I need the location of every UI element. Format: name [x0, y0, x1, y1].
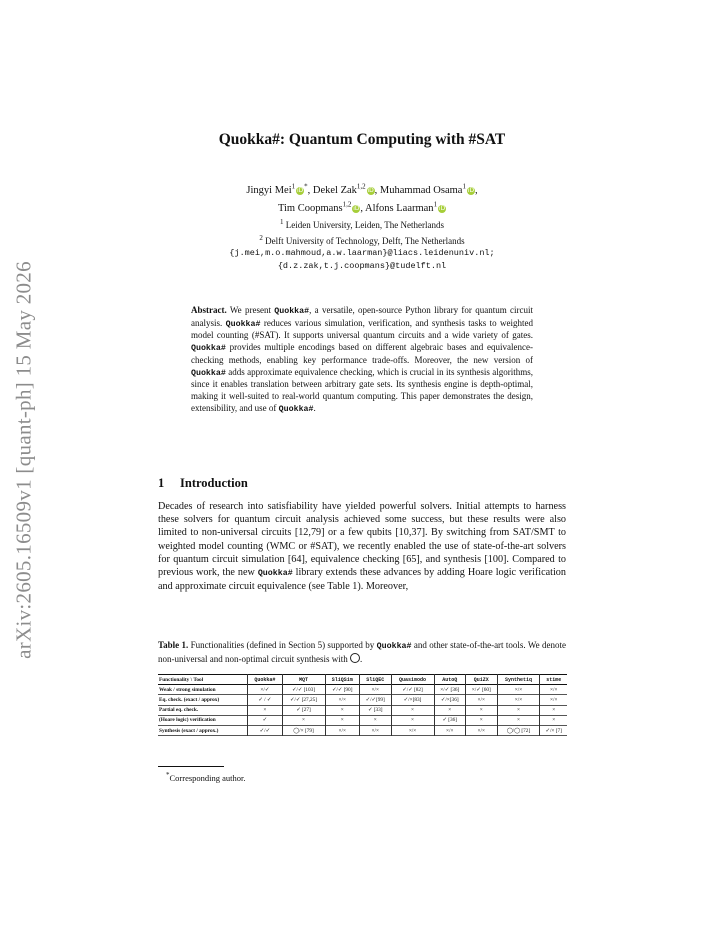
author-list — [158, 179, 566, 216]
table-header-cell: stime — [540, 675, 567, 685]
table-cell: ✓/×[83] — [391, 695, 434, 705]
table-row — [158, 695, 567, 705]
table-cell: ×/× — [497, 695, 540, 705]
table-header-cell: SliQEC — [359, 675, 391, 685]
table-cell: ✓/✓ — [248, 725, 282, 735]
table-cell: ✓ [27] — [282, 705, 325, 715]
table-cell: × — [540, 715, 567, 725]
table-cell: ✓/×[36] — [434, 695, 466, 705]
table-cell: ×/× — [325, 695, 359, 705]
table-cell: ×/✓ [36] — [434, 685, 466, 695]
table-header-cell: Functionality \ Tool — [159, 676, 204, 683]
table-cell: ✓ [33] — [359, 705, 391, 715]
author-4: Tim Coopmans$^{1,2}$ iD, — [277, 200, 366, 214]
affiliations — [158, 216, 566, 272]
table-cell: × — [466, 705, 498, 715]
table-cell: ×/× — [540, 685, 567, 695]
table-cell: ×/✓ [60] — [466, 685, 498, 695]
table-cell: ×/× — [540, 695, 567, 705]
table-cell: ✓ [36] — [434, 715, 466, 725]
table-cell: ◯/◯ [72] — [497, 725, 540, 735]
email-line-2[interactable]: {d.z.zak,t.j.coopmans}@tudelft.nl — [277, 260, 447, 271]
arxiv-stamp — [6, 240, 42, 680]
table-header-cell: QuiZX — [466, 675, 498, 685]
table-cell: ×/× — [466, 695, 498, 705]
table-cell: ✓/× [7] — [540, 725, 567, 735]
table-cell: (Hoare logic) verification — [159, 717, 216, 724]
table-row — [158, 705, 567, 715]
table-cell: Eq. check. (exact / approx) — [159, 696, 220, 703]
affiliation-1: $^1$ Leiden University, Leiden, The Netherlands — [280, 218, 444, 230]
table-cell: ×/× — [391, 725, 434, 735]
orcid-icon[interactable]: iD — [467, 186, 475, 194]
table-cell: × — [325, 715, 359, 725]
author-1: Jingyi Mei$^1$ iD*, — [246, 182, 313, 196]
table-cell: × — [497, 705, 540, 715]
table-cell: ×/× — [434, 725, 466, 735]
abstract-label: Abstract. — [191, 305, 227, 315]
section-heading: 1 Introduction — [158, 476, 248, 490]
table-header-row — [158, 675, 567, 685]
table-cell: ×/✓ — [248, 685, 282, 695]
table-cell: × — [248, 705, 282, 715]
table-cell: × — [540, 705, 567, 715]
table-cell: ✓/✓ [90] — [325, 685, 359, 695]
footnote-rule — [158, 766, 224, 767]
table-row — [158, 725, 567, 735]
table-cell: Synthesis (exact / approx.) — [159, 727, 219, 734]
table-cell: ✓/✓[99] — [359, 695, 391, 705]
table-header-cell: AutoQ — [434, 675, 466, 685]
table-cell: Partial eq. check. — [159, 707, 199, 714]
table-cell: × — [325, 705, 359, 715]
table-header-cell: SliQSim — [325, 675, 359, 685]
table-cell: ×/× — [359, 685, 391, 695]
circle-icon — [350, 653, 360, 663]
email-line-1[interactable]: {j.mei,m.o.mahmoud,a.w.laarman}@liacs.leidenuniv.nl; — [229, 248, 495, 258]
table-cell: × — [359, 715, 391, 725]
intro-paragraph: Decades of research into satisfiability have yielded powerful solvers. Initial attempts to harness these solvers for quantum circuit analysis achieved some success, but these results were also limited to non-universal circuits [12,79] or a few qubits [10,37]. By switching from SAT/SMT to weighted model counting (WMC or #SAT), we recently enabled the use of state-of-the-art solvers for quantum circuit simulation [64], equivalence checking [65], and synthesis [100]. Compared to previous work, the new Quokka# library extends these advances by adding Hoare logic verification and approximate circuit equivalence (see Table 1). Moreover, — [158, 501, 566, 593]
table-cell: ×/× — [359, 725, 391, 735]
table-cell: × — [391, 715, 434, 725]
table-row — [158, 715, 567, 725]
table-cell: × — [497, 715, 540, 725]
orcid-icon[interactable]: iD — [367, 186, 374, 194]
author-3: Muhammad Osama$^1$ iD, — [379, 182, 478, 196]
table-cell: ×/× — [497, 685, 540, 695]
table-cell: × — [434, 705, 466, 715]
table-cell: × — [466, 715, 498, 725]
table-header-cell: Quokka# — [248, 675, 282, 685]
paper-title: Quokka#: Quantum Computing with #SAT — [218, 131, 506, 148]
arxiv-stamp-text: arXiv:2605.16509v1 [quant-ph] 15 May 2026 — [11, 261, 36, 659]
table-header-cell: Quasimodo — [391, 675, 434, 685]
abstract: Abstract. We present Quokka#, a versatile, open-source Python library for quantum circuit analysis. Quokka# reduces various simulation, verification, and synthesis tasks to weighted model counting (#SAT). It supports universal quantum circuits and a wide variety of gates. Quokka# provides multiple encodings based on different algebraic bases and equivalence-checking methods, enabling key performance trade-offs. Moreover, the new version of Quokka# adds approximate equivalence checking, which is crucial in its synthesis algorithms, since it enables translation between arbitrary gate sets. Its synthesis engine is depth-optimal, making it well-suited to real-world quantum computing. This paper demonstrates the design, extensibility, and use of Quokka#. — [191, 305, 533, 414]
table-cell: × — [282, 715, 325, 725]
orcid-icon[interactable]: iD — [353, 205, 360, 212]
table-cell: ✓ — [248, 715, 282, 725]
functionality-table — [158, 674, 567, 736]
table-header-cell: Synthetiq — [497, 675, 540, 685]
author-2: Dekel Zak$^{1,2}$ iD, — [312, 182, 380, 196]
table-cell: ✓ / ✓ — [248, 695, 282, 705]
orcid-icon[interactable]: iD — [296, 186, 304, 194]
table-cell: ✓/✓ [103] — [282, 685, 325, 695]
footnote: *Corresponding author. — [166, 771, 246, 783]
table-cell: ✓/✓ [27,25] — [282, 695, 325, 705]
orcid-icon[interactable]: iD — [438, 205, 446, 212]
table-cell: ×/× — [325, 725, 359, 735]
table-header-cell: MQT — [282, 675, 325, 685]
table-cell: ◯/× [79] — [282, 725, 325, 735]
table-cell: ✓/✓ [82] — [391, 685, 434, 695]
table-cell: Weak / strong simulation — [159, 686, 216, 693]
affiliation-2: $^2$ Delft University of Technology, Delft, The Netherlands — [259, 233, 465, 246]
table-cell: ×/× — [466, 725, 498, 735]
table-caption: Table 1. Functionalities (defined in Section 5) supported by Quokka# and other state-of-the-art tools. We denote non-universal and non-optimal circuit synthesis with . — [158, 640, 566, 664]
table-row — [158, 685, 567, 695]
table-cell: × — [391, 705, 434, 715]
author-5: Alfons Laarman$^1$ iD — [365, 200, 446, 214]
